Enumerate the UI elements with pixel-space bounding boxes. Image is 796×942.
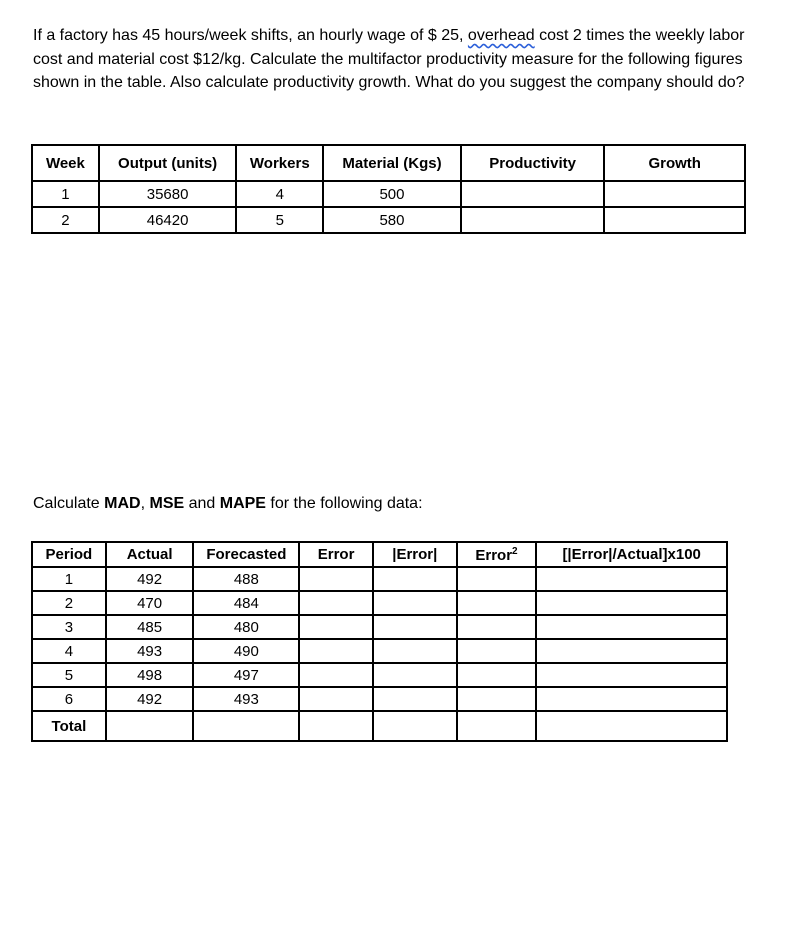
header-error-squared-base: Error — [475, 546, 513, 564]
error-cell — [299, 567, 373, 591]
forecasted-cell: 493 — [193, 687, 299, 711]
spellcheck-flagged-word: overhead — [467, 27, 535, 44]
header-week: Week — [32, 145, 99, 181]
header-actual: Actual — [106, 542, 194, 567]
forecasted-cell: 480 — [193, 615, 299, 639]
output-cell: 46420 — [99, 207, 237, 233]
percent-error-cell — [536, 663, 727, 687]
table-row — [32, 207, 745, 233]
abs-error-cell — [373, 567, 457, 591]
header-error: Error — [299, 542, 373, 567]
actual-cell: 485 — [106, 615, 194, 639]
abs-error-cell — [373, 687, 457, 711]
period-cell: 5 — [32, 663, 106, 687]
header-forecasted: Forecasted — [193, 542, 299, 567]
instruction-suffix: for the following data: — [265, 495, 423, 512]
header-output: Output (units) — [99, 145, 237, 181]
period-cell: 1 — [32, 567, 106, 591]
output-cell: 35680 — [99, 181, 237, 207]
growth-cell — [604, 181, 745, 207]
abs-error-cell — [373, 591, 457, 615]
material-cell: 500 — [323, 181, 461, 207]
actual-cell: 492 — [106, 687, 194, 711]
table-header-row — [32, 145, 745, 181]
forecast-table — [31, 541, 728, 742]
instruction-mad: MAD — [104, 495, 141, 512]
instruction-comma: , — [140, 495, 150, 512]
table-header-row — [32, 542, 727, 567]
period-cell: 4 — [32, 639, 106, 663]
error-cell — [299, 639, 373, 663]
header-period: Period — [32, 542, 106, 567]
error-squared-cell — [457, 687, 537, 711]
total-cell — [373, 711, 457, 741]
header-workers: Workers — [236, 145, 323, 181]
total-cell — [457, 711, 537, 741]
percent-error-cell — [536, 639, 727, 663]
table-row — [32, 639, 727, 663]
error-squared-cell — [457, 639, 537, 663]
table-row — [32, 615, 727, 639]
problem-text-part1: If a factory has 45 hours/week shifts, an hourly wage of $ 25, — [33, 27, 464, 44]
abs-error-cell — [373, 615, 457, 639]
actual-cell: 492 — [106, 567, 194, 591]
error-cell — [299, 615, 373, 639]
forecasted-cell: 497 — [193, 663, 299, 687]
forecasted-cell: 484 — [193, 591, 299, 615]
actual-cell: 470 — [106, 591, 194, 615]
growth-cell — [604, 207, 745, 233]
instruction-mape: MAPE — [219, 495, 266, 512]
header-productivity: Productivity — [461, 145, 605, 181]
period-cell: 6 — [32, 687, 106, 711]
forecast-instruction — [33, 495, 423, 513]
error-cell — [299, 591, 373, 615]
table-row — [32, 591, 727, 615]
instruction-and: and — [184, 495, 220, 512]
total-cell — [299, 711, 373, 741]
week-cell: 1 — [32, 181, 99, 207]
header-error-squared-sup: 2 — [512, 545, 518, 557]
table-row — [32, 663, 727, 687]
error-squared-cell — [457, 615, 537, 639]
workers-cell: 5 — [236, 207, 323, 233]
forecasted-cell: 488 — [193, 567, 299, 591]
header-growth: Growth — [604, 145, 745, 181]
percent-error-cell — [536, 567, 727, 591]
error-squared-cell — [457, 663, 537, 687]
percent-error-cell — [536, 591, 727, 615]
percent-error-cell — [536, 615, 727, 639]
table-row — [32, 567, 727, 591]
total-cell — [536, 711, 727, 741]
productivity-cell — [461, 181, 605, 207]
productivity-table — [31, 144, 746, 234]
instruction-prefix: Calculate — [33, 495, 105, 512]
material-cell: 580 — [323, 207, 461, 233]
total-row — [32, 711, 727, 741]
instruction-mse: MSE — [149, 495, 185, 512]
table-row — [32, 687, 727, 711]
error-cell — [299, 663, 373, 687]
actual-cell: 498 — [106, 663, 194, 687]
total-cell — [193, 711, 299, 741]
percent-error-cell — [536, 687, 727, 711]
header-abs-error: |Error| — [373, 542, 457, 567]
header-percent-error: [|Error|/Actual]x100 — [536, 542, 727, 567]
productivity-cell — [461, 207, 605, 233]
period-cell: 2 — [32, 591, 106, 615]
header-material: Material (Kgs) — [323, 145, 461, 181]
workers-cell: 4 — [236, 181, 323, 207]
total-cell — [106, 711, 194, 741]
abs-error-cell — [373, 639, 457, 663]
header-error-squared — [457, 542, 537, 567]
error-cell — [299, 687, 373, 711]
table-row — [32, 181, 745, 207]
problem-text-part2: cost 2 times the weekly labor cost and material cost $12/kg. Calculate the multifactor productivity measure for the following figures shown in the table. Also calculate productivity growth. What do you suggest the company should do? — [33, 27, 745, 91]
actual-cell: 493 — [106, 639, 194, 663]
period-cell: 3 — [32, 615, 106, 639]
week-cell: 2 — [32, 207, 99, 233]
forecasted-cell: 490 — [193, 639, 299, 663]
error-squared-cell — [457, 591, 537, 615]
error-squared-cell — [457, 567, 537, 591]
abs-error-cell — [373, 663, 457, 687]
problem-statement — [33, 24, 753, 95]
total-label: Total — [32, 711, 106, 741]
